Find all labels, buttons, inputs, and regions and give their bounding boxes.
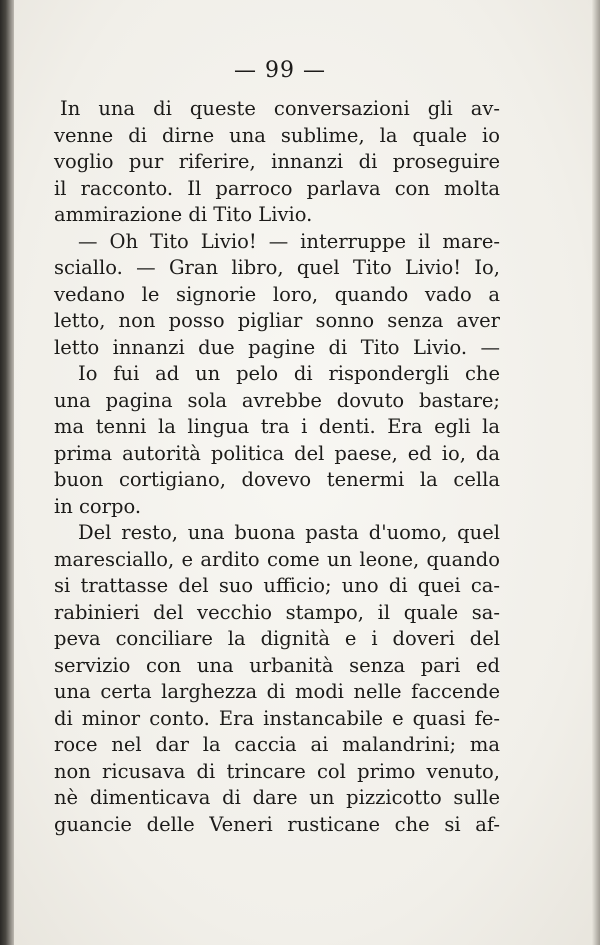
text-line: roce nel dar la caccia ai malandrini; ma xyxy=(54,733,500,756)
text-line: letto, non posso pigliar sonno senza aver xyxy=(54,309,500,332)
text-line: non ricusava di trincare col primo venuto, xyxy=(54,759,500,783)
text-line: buon cortigiano, dovevo tenermi la cella xyxy=(54,468,500,491)
body-text xyxy=(54,96,500,838)
text-line: servizio con una urbanità senza pari ed xyxy=(54,653,500,677)
text-line: una certa larghezza di modi nelle faccende xyxy=(54,680,500,703)
book-spine-shadow xyxy=(0,0,14,945)
text-line: venne di dirne una sublime, la quale io xyxy=(54,123,500,147)
text-line: si trattasse del suo ufficio; uno di quei ca- xyxy=(54,574,500,597)
text-line: maresciallo, e ardito come un leone, quando xyxy=(54,547,500,571)
text-line: ma tenni la lingua tra i denti. Era egli la xyxy=(54,415,500,438)
text-line: vedano le signorie loro, quando vado a xyxy=(54,282,500,306)
text-line: in corpo. xyxy=(54,494,142,518)
text-line: una pagina sola avrebbe dovuto bastare; xyxy=(54,388,500,412)
text-line: guancie delle Veneri rusticane che si af- xyxy=(54,812,500,836)
text-line: rabinieri del vecchio stampo, il quale sa- xyxy=(54,600,500,624)
text-line: — Oh Tito Livio! — interruppe il mare- xyxy=(78,229,500,253)
text-line: In una di queste conversazioni gli av- xyxy=(60,97,500,120)
text-line: Del resto, una buona pasta d'uomo, quel xyxy=(78,521,500,544)
text-line: letto innanzi due pagine di Tito Livio. — xyxy=(54,335,500,359)
page-edge-shadow xyxy=(592,0,600,945)
text-line: il racconto. Il parroco parlava con molta xyxy=(54,176,500,200)
text-line: peva conciliare la dignità e i doveri del xyxy=(54,627,500,650)
text-line: sciallo. — Gran libro, quel Tito Livio! Io, xyxy=(54,256,500,279)
text-line: di minor conto. Era instancabile e quasi fe- xyxy=(54,706,500,730)
text-line: voglio pur riferire, innanzi di proseguire xyxy=(54,150,500,173)
text-line: nè dimenticava di dare un pizzicotto sulle xyxy=(54,786,500,809)
text-line: Io fui ad un pelo di rispondergli che xyxy=(78,362,500,385)
text-line: ammirazione di Tito Livio. xyxy=(54,203,313,226)
text-line: prima autorità politica del paese, ed io, da xyxy=(54,441,500,465)
page-number: — 99 — xyxy=(234,58,326,83)
